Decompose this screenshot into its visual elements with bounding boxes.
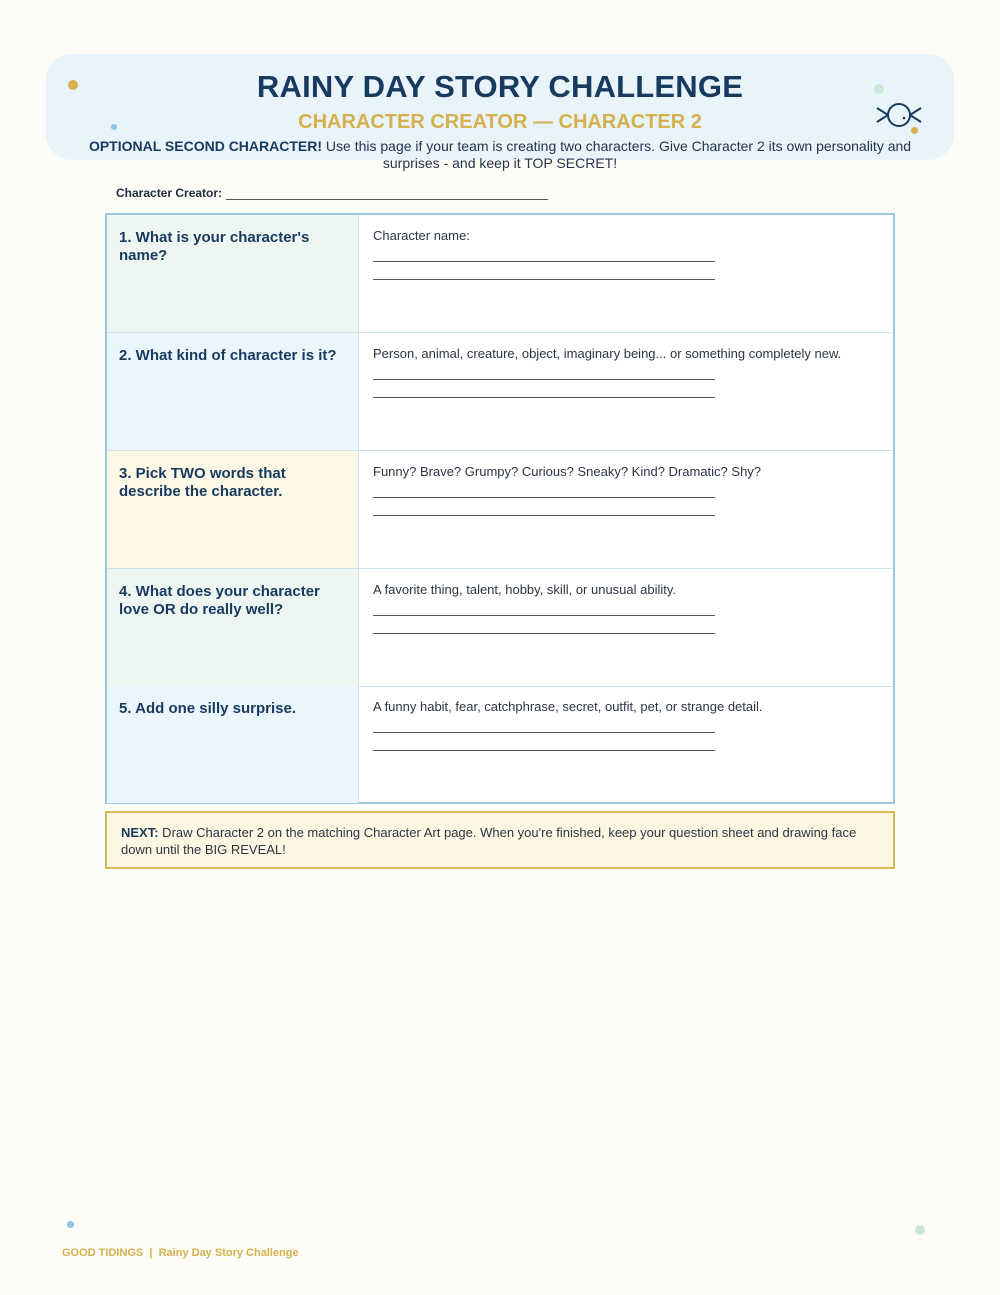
creator-field[interactable]: [116, 186, 548, 200]
question-cell: [107, 569, 359, 686]
answer-line[interactable]: [373, 750, 715, 751]
question-cell: [107, 333, 359, 450]
question-cell: [107, 215, 359, 332]
answer-hint: Funny? Brave? Grumpy? Curious? Sneaky? Kind? Dramatic? Shy?: [373, 464, 762, 479]
answer-line[interactable]: [373, 497, 715, 498]
next-text: Draw Character 2 on the matching Character Art page. When you're finished, keep your question sheet and drawing face down until the BIG REVEAL!: [121, 825, 857, 857]
table-row: [107, 569, 893, 687]
table-row: [107, 333, 893, 451]
footer-name: Rainy Day Story Challenge: [158, 1247, 299, 1259]
answer-cell[interactable]: [360, 686, 893, 803]
decor-dot-mint-footer: [915, 1225, 925, 1235]
footer-separator: |: [149, 1247, 153, 1259]
answer-cell[interactable]: [360, 569, 893, 686]
creator-label: Character Creator:: [116, 186, 223, 200]
question-cell: [107, 686, 359, 803]
answer-hint: A funny habit, fear, catchphrase, secret, outfit, pet, or strange detail.: [373, 699, 763, 714]
table-row: [107, 215, 893, 333]
answer-line[interactable]: [373, 397, 715, 398]
intro-bold: OPTIONAL SECOND CHARACTER!: [88, 138, 323, 154]
question-text: 1. What is your character's name?: [119, 229, 310, 264]
creator-blank-line[interactable]: [226, 187, 548, 200]
question-text: 2. What kind of character is it?: [119, 347, 337, 364]
decor-dot-blue-footer: [67, 1221, 74, 1228]
answer-cell[interactable]: [360, 215, 893, 332]
table-row: [107, 451, 893, 569]
intro-text: [70, 138, 930, 172]
next-instructions-box: [105, 811, 895, 869]
footer: [62, 1247, 299, 1259]
answer-line[interactable]: [373, 515, 715, 516]
answer-hint: Character name:: [373, 228, 470, 243]
question-text: 3. Pick TWO words that describe the character.: [119, 465, 286, 500]
question-cell: [107, 451, 359, 568]
answer-line[interactable]: [373, 279, 715, 280]
answer-hint: Person, animal, creature, object, imaginary being... or something completely new.: [373, 346, 842, 361]
table-row: [107, 686, 893, 803]
answer-cell[interactable]: [360, 333, 893, 450]
question-table: [105, 213, 895, 804]
page-title: RAINY DAY STORY CHALLENGE: [256, 69, 744, 104]
answer-cell[interactable]: [360, 451, 893, 568]
page-subtitle: CHARACTER CREATOR — CHARACTER 2: [298, 111, 702, 133]
answer-line[interactable]: [373, 633, 715, 634]
answer-hint: A favorite thing, talent, hobby, skill, or unusual ability.: [373, 582, 677, 597]
question-text: 5. Add one silly surprise.: [119, 700, 296, 717]
answer-line[interactable]: [373, 615, 715, 616]
footer-brand: GOOD TIDINGS: [62, 1247, 144, 1259]
answer-line[interactable]: [373, 261, 715, 262]
next-label: NEXT:: [121, 825, 159, 840]
question-text: 4. What does your character love OR do really well?: [119, 583, 320, 618]
answer-line[interactable]: [373, 379, 715, 380]
intro-body: Use this page if your team is creating two characters. Give Character 2 its own personality and surprises - and keep it TOP SECRET!: [322, 138, 912, 171]
answer-line[interactable]: [373, 732, 715, 733]
